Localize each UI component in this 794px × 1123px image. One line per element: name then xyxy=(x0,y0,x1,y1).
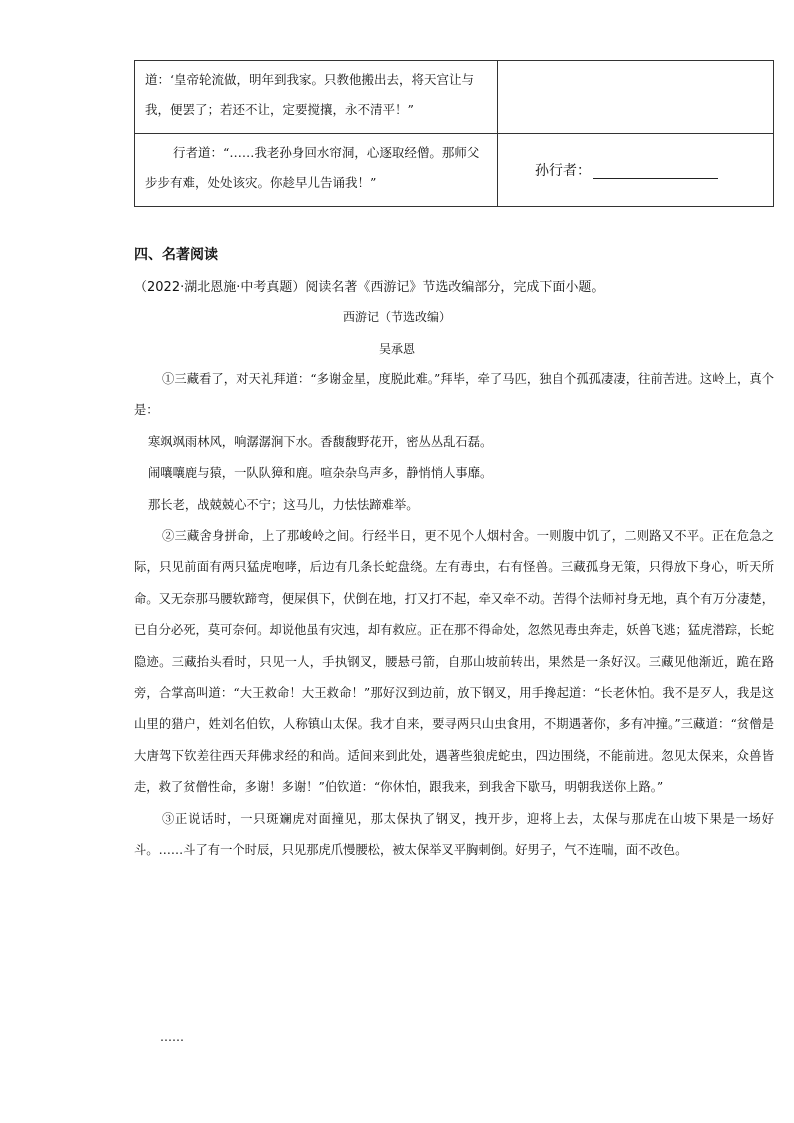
paragraph: ①三藏看了，对天礼拜道：“多谢金星，度脱此难。”拜毕，牵了马匹，独自个孤孤凄凄，往前苦进。这岭上，真个是： xyxy=(134,372,774,418)
section-intro: （2022·湖北恩施·中考真题）阅读名著《西游记》节选改编部分，完成下面小题。 xyxy=(134,280,605,295)
table-row xyxy=(135,134,774,207)
answer-blank-line[interactable] xyxy=(593,178,718,179)
table-cell-blank xyxy=(498,61,774,134)
verse-line: 那长老，战兢兢心不宁；这马儿，力怯怯蹄难举。 xyxy=(148,497,419,512)
ellipsis: …… xyxy=(160,1030,184,1044)
table-row xyxy=(135,61,774,134)
answer-table xyxy=(134,60,774,207)
paragraph: ③正说话时，一只斑斓虎对面撞见，那太保执了钢叉，拽开步，迎将上去，太保与那虎在山坡下果是一场好斗。……斗了有一个时辰，只见那虎爪慢腰松，被太保举叉平胸刺倒。好男子，气不连喘，面不改色。 xyxy=(134,811,774,858)
table-cell-quote: 道：‘皇帝轮流做，明年到我家。只教他搬出去，将天宫让与我，便罢了；若还不让，定要搅攘，永不清平！” xyxy=(135,61,498,134)
paragraph: ②三藏舍身拼命，上了那峻岭之间。行经半日，更不见个人烟村舍。一则腹中饥了，二则路又不平。正在危急之际，只见前面有两只猛虎咆哮，后边有几条长蛇盘绕。左有毒虫，右有怪兽。三藏孤身无策，只得放下身心，听天所命。又无奈那马腰软蹄弯，便屎俱下，伏倒在地，打又打不起，牵又牵不动。苦得个法师衬身无地，真个有万分凄楚，已自分必死，莫可奈何。却说他虽有灾迍，却有救应。正在那不得命处，忽然见毒虫奔走，妖兽飞逃；猛虎潜踪，长蛇隐迹。三藏抬头看时，只见一人，手执钢叉，腰悬弓箭，自那山坡前转出，果然是一条好汉。三藏见他渐近，跪在路旁，合掌高叫道：“大王救命！大王救命！”那好汉到边前，放下钢叉，用手搀起道：“长老休怕。我不是歹人，我是这山里的猎户，姓刘名伯钦，人称镇山太保。我才自来，要寻两只山虫食用，不期遇著你，多有冲撞。”三藏道：“贫僧是大唐驾下钦差往西天拜佛求经的和尚。适间来到此处，遇著些狼虎蛇虫，四边围绕，不能前进。忽见太保来，众兽皆走，救了贫僧性命，多谢！多谢！”伯钦道：“你休怕，跟我来，到我舍下歇马，明朝我送你上路。” xyxy=(134,529,774,795)
verse-line: 寒飒飒雨林风，响潺潺涧下水。香馥馥野花开，密丛丛乱石磊。 xyxy=(148,434,493,449)
verse-line: 闹嚷嚷鹿与猿，一队队獐和鹿。喧杂杂鸟声多，静悄悄人事靡。 xyxy=(148,466,493,481)
article-title: 西游记（节选改编） xyxy=(342,310,451,324)
answer-label: 孙行者： xyxy=(535,163,591,179)
article-author: 吴承恩 xyxy=(378,342,415,356)
article-body xyxy=(134,364,774,867)
section-title: 四、名著阅读 xyxy=(134,247,218,263)
table-cell-quote: 行者道：“……我老孙身回水帘洞，心逐取经僧。那师父步步有难，处处该灾。你趁早儿告诵我！” xyxy=(135,134,498,207)
